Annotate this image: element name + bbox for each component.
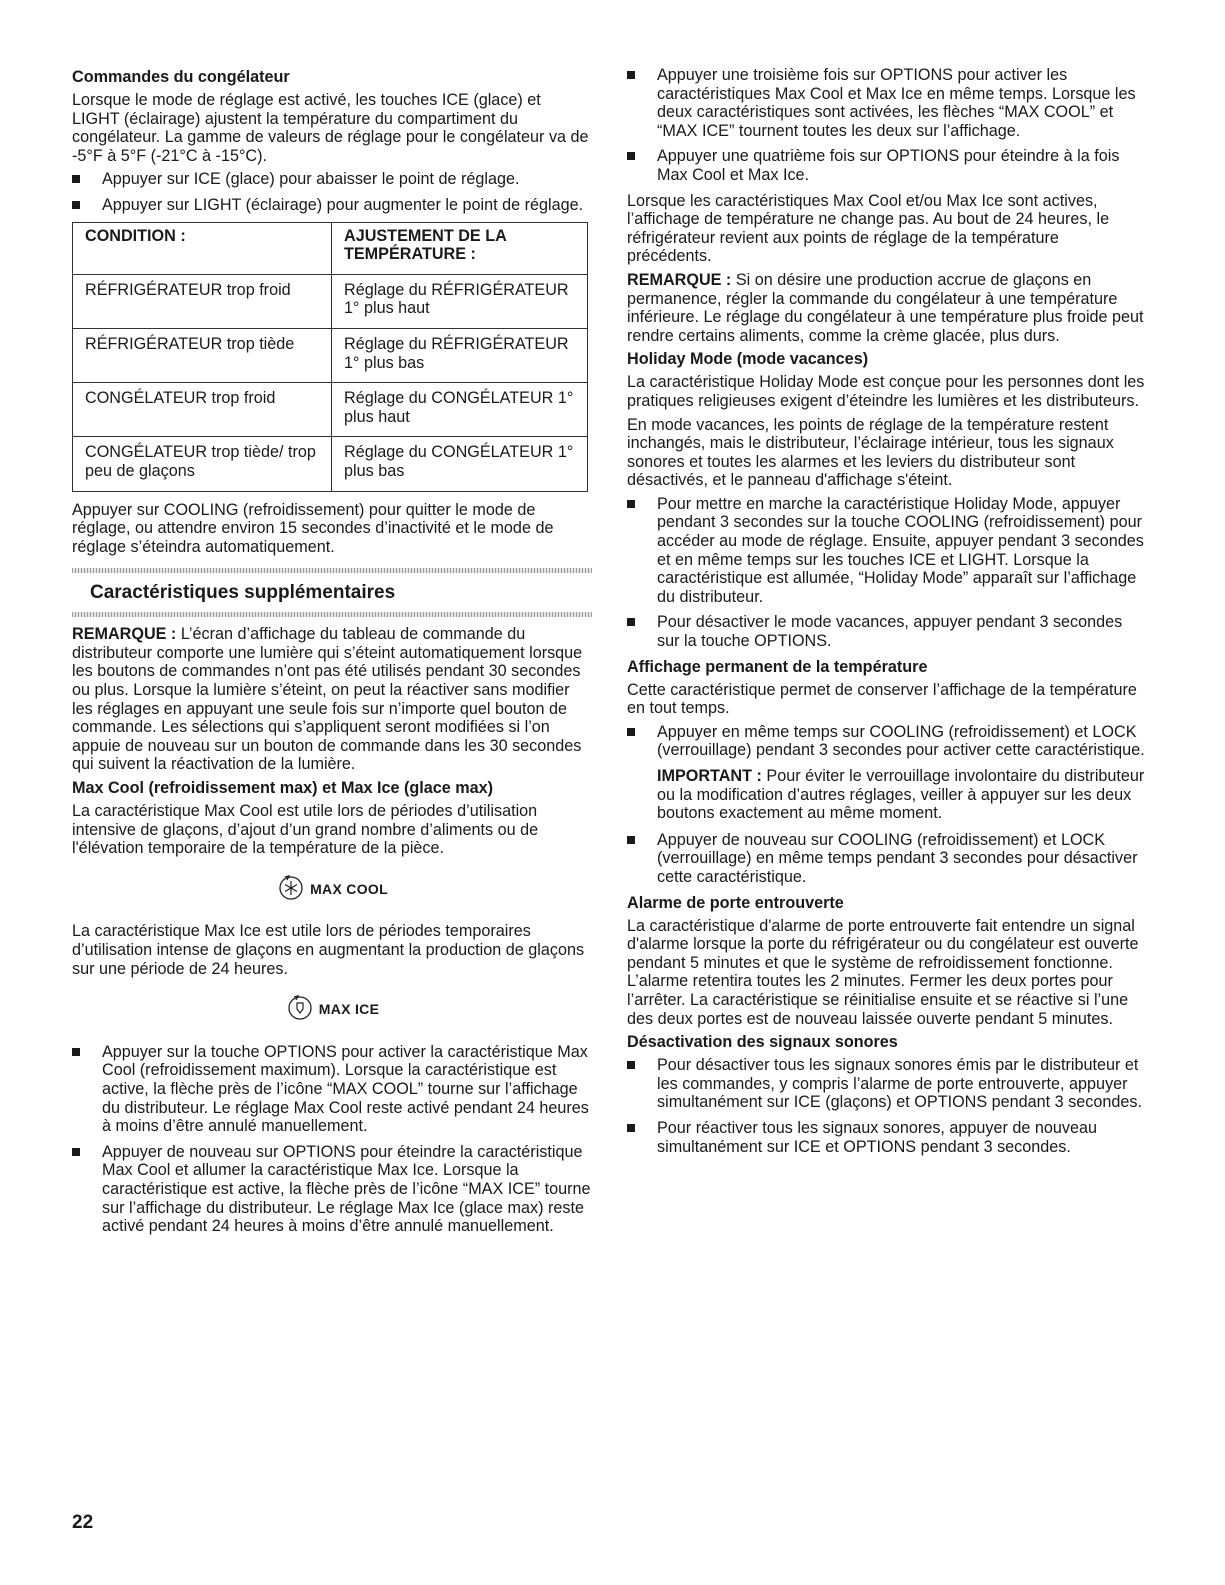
important-label: IMPORTANT : [657, 767, 762, 785]
options-bullet: Appuyer sur la touche OPTIONS pour activer la caractéristique Max Cool (refroidissement maximum). Lorsque la caractéristique est active, la flèche près de l’icône “MAX COOL” tourne sur l’affichage du distributeur. Le réglage Max Cool reste activé pendant 24 heures à moins d’être annulé manuellement. [72, 1043, 592, 1136]
permanent-display-text: Cette caractéristique permet de conserver l’affichage de la température en tout temps. [627, 680, 1137, 718]
table-cell: RÉFRIGÉRATEUR trop tiède [73, 328, 332, 382]
table-cell: Réglage du RÉFRIGÉRATEUR 1° plus haut [332, 274, 588, 328]
max-cool-text: La caractéristique Max Cool est utile lors de périodes d’utilisation intensive de glaçons, d’ajout d’un grand nombre d’aliments ou de l'élévation temporaire de la température de la pièce. [72, 802, 539, 858]
table-header-condition: CONDITION : [73, 222, 332, 274]
table-cell: CONGÉLATEUR trop tiède/ trop peu de glaçons [73, 437, 332, 491]
holiday-mode-text: La caractéristique Holiday Mode est conçue pour les personnes dont les pratiques religieuses exigent d’éteindre les lumières et les distributeurs. [627, 373, 1145, 410]
important-text: Pour éviter le verrouillage involontaire du distributeur ou la modification d’autres réglages, veiller à appuyer sur les deux boutons exactement au même moment. [657, 767, 1145, 823]
table-row [73, 437, 588, 491]
door-alarm-text: La caractéristique d'alarme de porte entrouverte fait entendre un signal d'alarme lorsque la porte du réfrigérateur ou du congélateur est ouverte pendant 5 minutes et que le système de refroidissement fonctionne. L’alarme retentira toutes les 2 minutes. Fermer les deux portes pour l’arrêter. La caractéristique se réinitialise ensuite et se réactive si l’une des deux portes est de nouveau laissée ouverte pendant 5 minutes. [627, 916, 1139, 1028]
table-header-adjustment: AJUSTEMENT DE LA TEMPÉRATURE : [332, 222, 588, 274]
section-title: Caractéristiques supplémentaires [90, 582, 396, 604]
options-bullet: Appuyer une troisième fois sur OPTIONS pour activer les caractéristiques Max Cool et Max Ice en même temps. Lorsque les deux caractéristiques sont activées, les flèches “MAX COOL” et “MAX ICE” tournent toutes les deux sur l’affichage. [627, 66, 1147, 140]
max-active-text: Lorsque les caractéristiques Max Cool et/ou Max Ice sont actives, l’affichage de température ne change pas. Au bout de 24 heures, le réfrigérateur revient aux points de réglage de la température précédents. [627, 191, 1110, 266]
sound-bullet: Pour désactiver tous les signaux sonores émis par le distributeur et les commandes, y compris l’alarme de porte entrouverte, appuyer simultanément sur ICE (glaçons) et OPTIONS pendant 3 secondes. [627, 1056, 1147, 1112]
permanent-display-bullet: Appuyer en même temps sur COOLING (refroidissement) et LOCK (verrouillage) pendant 3 secondes pour activer cette caractéristique. [627, 723, 1147, 760]
ice-cube-rotating-arrow-icon [285, 992, 315, 1027]
max-ice-label: MAX ICE [318, 1001, 380, 1018]
remarque-paragraph [72, 625, 592, 774]
max-ice-logo [72, 992, 592, 1027]
holiday-mode-heading: Holiday Mode (mode vacances) [627, 350, 869, 369]
freezer-bullet: Appuyer sur LIGHT (éclairage) pour augmenter le point de réglage. [72, 196, 592, 215]
options-bullet: Appuyer une quatrième fois sur OPTIONS pour éteindre à la fois Max Cool et Max Ice. [627, 147, 1147, 184]
remarque-label: REMARQUE : [627, 270, 732, 289]
table-cell: CONGÉLATEUR trop froid [73, 383, 332, 437]
remarque-text: Si on désire une production accrue de glaçons en permanence, régler la commande du congélateur à une température inférieure. Le réglage du congélateur à une température plus froide peut rendre certains aliments, comme la crème glacée, plus durs. [627, 270, 1144, 345]
right-column [627, 66, 1147, 1163]
freezer-controls-intro: Lorsque le mode de réglage est activé, les touches ICE (glace) et LIGHT (éclairage) ajustent la température du compartiment du congélateur. La gamme de valeurs de réglage pour le congélateur va de -5°F à 5°F (-21°C à -15°C). [72, 91, 589, 165]
permanent-display-heading: Affichage permanent de la température [627, 657, 928, 676]
holiday-bullet: Pour désactiver le mode vacances, appuyer pendant 3 secondes sur la touche OPTIONS. [627, 613, 1147, 650]
table-cell: Réglage du CONGÉLATEUR 1° plus haut [332, 383, 588, 437]
section-rule-bottom [72, 612, 592, 617]
max-cool-heading: Max Cool (refroidissement max) et Max Ice (glace max) [72, 779, 494, 798]
freezer-controls-heading: Commandes du congélateur [72, 68, 290, 86]
max-cool-label: MAX COOL [310, 880, 388, 897]
max-cool-logo [72, 872, 592, 907]
temperature-adjustment-table [72, 222, 588, 492]
freezer-bullet: Appuyer sur ICE (glace) pour abaisser le point de réglage. [72, 170, 592, 189]
page-number: 22 [72, 1512, 94, 1533]
remarque-label: REMARQUE : [72, 625, 177, 644]
holiday-bullet: Pour mettre en marche la caractéristique Holiday Mode, appuyer pendant 3 secondes sur la touche COOLING (refroidissement) pour accéder au mode de réglage. Ensuite, appuyer pendant 3 secondes et en même temps sur les touches ICE et LIGHT. Lorsque la caractéristique est allumée, “Holiday Mode” apparaît sur l’affichage du distributeur. [627, 495, 1147, 607]
options-bullet: Appuyer de nouveau sur OPTIONS pour éteindre la caractéristique Max Cool et allumer la caractéristique Max Ice. Lorsque la caractéristique est active, la flèche près de l’icône “MAX ICE” tourne sur l’affichage du distributeur. Le réglage Max Ice (glace max) reste activé pendant 24 heures à moins d’être annulé manuellement. [72, 1143, 592, 1236]
section-header [72, 568, 592, 617]
max-ice-text: La caractéristique Max Ice est utile lors de périodes temporaires d’utilisation intense de glaçons en augmentant la production de glaçons sur une période de 24 heures. [72, 922, 585, 978]
table-row [73, 274, 588, 328]
door-alarm-heading: Alarme de porte entrouverte [627, 893, 844, 912]
table-row [73, 328, 588, 382]
remarque-text: L’écran d’affichage du tableau de commande du distributeur comporte une lumière qui s’éteint automatiquement lorsque les boutons de commandes n’ont pas été utilisés pendant 30 secondes ou plus. Lorsque la lumière s’éteint, on peut la réactiver sans modifier les réglages en appuyant une seule fois sur n’importe quel bouton de commande. Les sélections qui s’appliquent seront modifiées si l’on appuie de nouveau sur un bouton de commande dans les 30 secondes qui suivent la réactivation de la lumière. [72, 625, 583, 774]
table-cell: Réglage du CONGÉLATEUR 1° plus bas [332, 437, 588, 491]
permanent-display-bullet: Appuyer de nouveau sur COOLING (refroidissement) et LOCK (verrouillage) en même temps pendant 3 secondes pour désactiver cette caractéristique. [627, 831, 1147, 887]
table-header-row [73, 222, 588, 274]
cooling-exit-text: Appuyer sur COOLING (refroidissement) pour quitter le mode de réglage, ou attendre environ 15 secondes d’inactivité et le mode de réglage s’éteindra automatiquement. [72, 500, 554, 556]
table-row [73, 383, 588, 437]
sound-off-heading: Désactivation des signaux sonores [627, 1033, 898, 1052]
sound-bullet: Pour réactiver tous les signaux sonores, appuyer de nouveau simultanément sur ICE et OPTIONS pendant 3 secondes. [627, 1119, 1147, 1156]
left-column [72, 66, 592, 1243]
remarque-paragraph [627, 271, 1147, 345]
table-cell: Réglage du RÉFRIGÉRATEUR 1° plus bas [332, 328, 588, 382]
snowflake-rotating-arrow-icon [276, 872, 306, 907]
holiday-mode-text: En mode vacances, les points de réglage de la température restent inchangés, mais le distributeur, l’éclairage intérieur, tous les signaux sonores et toutes les alarmes et les leviers du distributeur sont désactivés, et le panneau d'affichage s'éteint. [627, 415, 1114, 490]
important-note [627, 767, 1147, 823]
table-cell: RÉFRIGÉRATEUR trop froid [73, 274, 332, 328]
